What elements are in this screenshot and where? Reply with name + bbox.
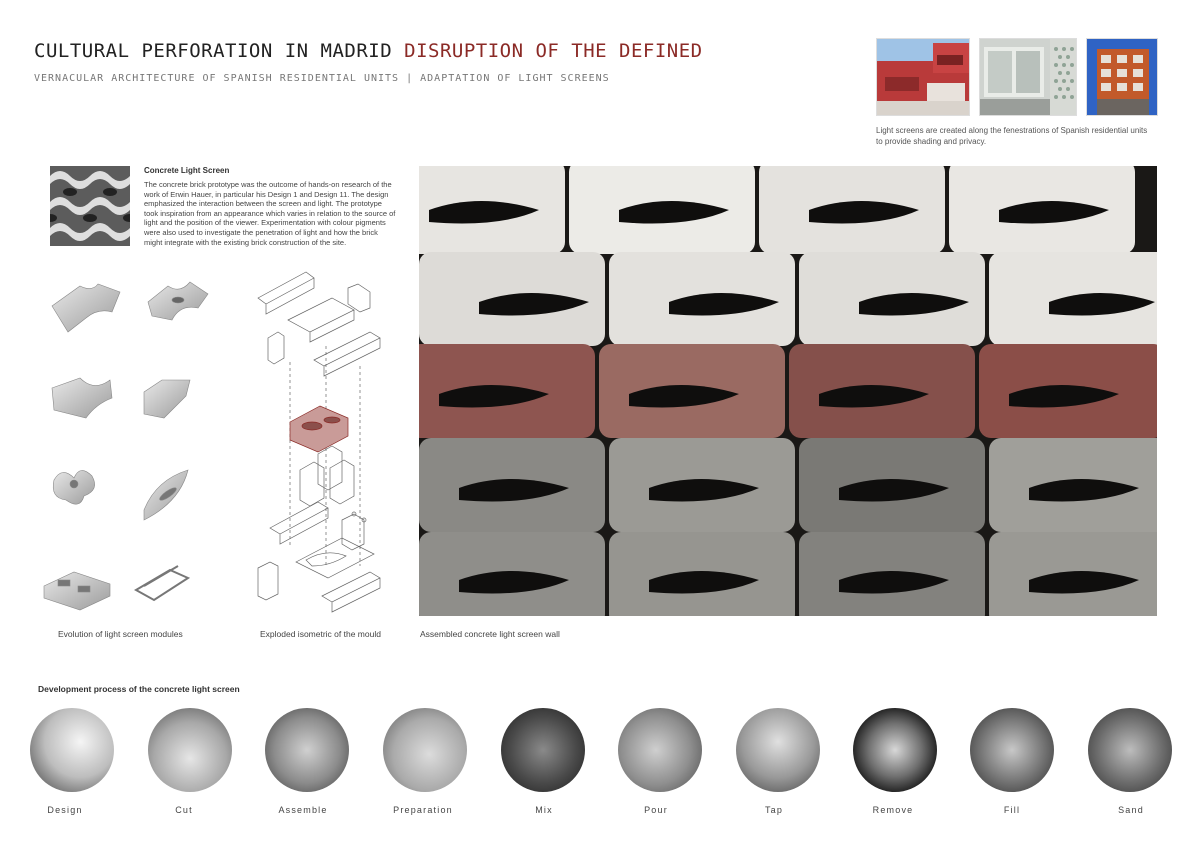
process-step-sand: Sand [1118,805,1144,815]
process-photo-mix [501,708,585,792]
process-step-assemble: Assemble [278,805,328,815]
red-brick-module [290,406,348,452]
screen-pattern-thumbnail [50,166,130,246]
wall-openings [419,166,1157,616]
modules-caption: Evolution of light screen modules [58,629,183,639]
process-step-design: Design [47,805,83,815]
reference-photo-interior-screen [979,38,1077,116]
process-heading: Development process of the concrete light screen [38,684,240,694]
wall-caption: Assembled concrete light screen wall [420,629,560,639]
process-photo-assemble [265,708,349,792]
title-main: CULTURAL PERFORATION IN MADRID [34,40,393,62]
intro-body: The concrete brick prototype was the outcome of hands-on research of the work of Erwin Hauer, in particular his Design 1 and Design 11. The design emphasized the interaction between the screen and light. The prototype took inspiration from an appearance which varies in relation to the source of light and the position of the viewer. Experimentation with colour pigments were also used to investigate the penetration of light and how the brick might integrate with the existing brick construction of the site. [144,180,396,247]
module-1 [52,284,120,332]
process-photo-preparation [383,708,467,792]
process-photo-design [30,708,114,792]
process-step-tap: Tap [764,805,784,815]
process-step-remove: Remove [872,805,914,815]
process-photo-remove [853,708,937,792]
mould-caption: Exploded isometric of the mould [260,629,381,639]
reference-photos-caption: Light screens are created along the fenestrations of Spanish residential units to provide shading and privacy. [876,126,1148,146]
module-evolution-diagram [40,270,230,620]
page-title [34,40,703,62]
process-step-cut: Cut [175,805,193,815]
intro-heading: Concrete Light Screen [144,166,230,175]
process-step-preparation: Preparation [393,805,453,815]
process-photo-sand [1088,708,1172,792]
assembled-wall-photo [419,166,1157,616]
process-photo-pour [618,708,702,792]
process-step-pour: Pour [644,805,668,815]
reference-photo-orange-building [1086,38,1158,116]
process-photo-tap [736,708,820,792]
reference-photo-red-building [876,38,970,116]
process-photo-cut [148,708,232,792]
process-step-mix: Mix [535,805,553,815]
title-accent: DISRUPTION OF THE DEFINED [404,40,703,62]
page-subtitle: VERNACULAR ARCHITECTURE OF SPANISH RESIDENTIAL UNITS | ADAPTATION OF LIGHT SCREENS [34,73,610,84]
mould-exploded-diagram [250,266,400,620]
process-step-fill: Fill [1003,805,1021,815]
process-photo-fill [970,708,1054,792]
